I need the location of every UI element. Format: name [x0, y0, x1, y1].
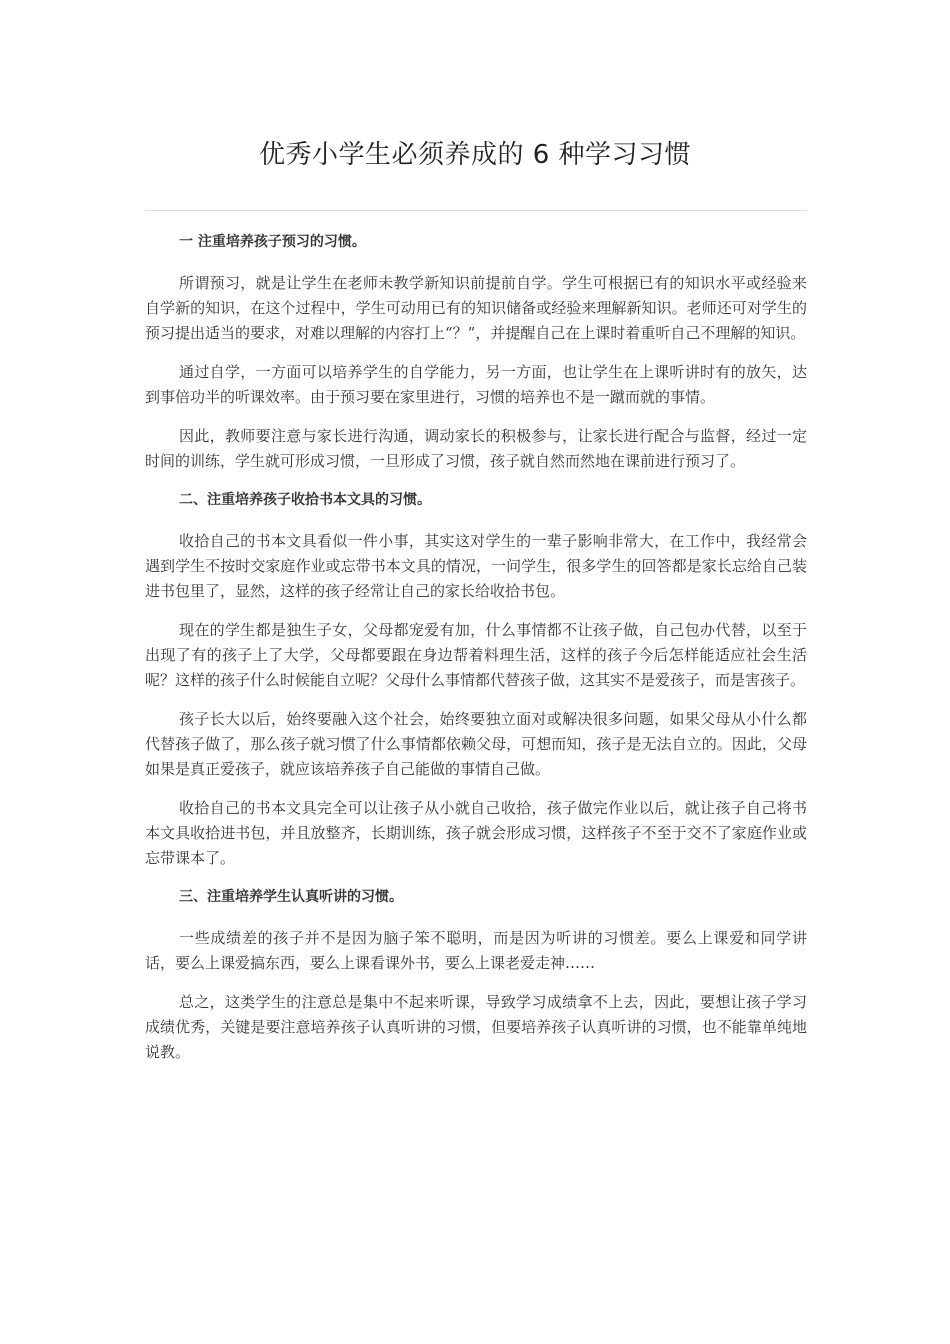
paragraph: 收拾自己的书本文具看似一件小事，其实这对学生的一辈子影响非常大，在工作中，我经常会遇到学生不按时交家庭作业或忘带书本文具的情况，一问学生，很多学生的回答都是家长忘给自己装进书包里了，显然，这样的孩子经常让自己的家长给收拾书包。	[145, 532, 807, 600]
paragraph: 孩子长大以后，始终要融入这个社会，始终要独立面对或解决很多问题，如果父母从小什么都代替孩子做了，那么孩子就习惯了什么事情都依赖父母，可想而知，孩子是无法自立的。因此，父母如果是真正爱孩子，就应该培养孩子自己能做的事情自己做。	[145, 710, 807, 778]
paragraph: 一些成绩差的孩子并不是因为脑子笨不聪明，而是因为听讲的习惯差。要么上课爱和同学讲话，要么上课爱搞东西，要么上课看课外书，要么上课老爱走神……	[145, 929, 807, 972]
paragraph: 现在的学生都是独生子女，父母都宠爱有加，什么事情都不让孩子做，自己包办代替，以至于出现了有的孩子上了大学，父母都要跟在身边帮着料理生活，这样的孩子今后怎样能适应社会生活呢？这样的孩子什么时候能自立呢？父母什么事情都代替孩子做，这其实不是爱孩子，而是害孩子。	[145, 621, 807, 689]
paragraph: 所谓预习，就是让学生在老师未教学新知识前提前自学。学生可根据已有的知识水平或经验来自学新的知识，在这个过程中，学生可动用已有的知识储备或经验来理解新知识。老师还可对学生的预习提出适当的要求，对难以理解的内容打上“？”，并提醒自己在上课时着重听自己不理解的知识。	[145, 274, 807, 342]
paragraph: 通过自学，一方面可以培养学生的自学能力，另一方面，也让学生在上课听讲时有的放矢，达到事倍功半的听课效率。由于预习要在家里进行，习惯的培养也不是一蹴而就的事情。	[145, 363, 807, 406]
document-title: 优秀小学生必须养成的 6 种学习习惯	[258, 140, 692, 170]
section-heading: 三、注重培养学生认真听讲的习惯。	[179, 889, 403, 905]
section-heading: 一 注重培养孩子预习的习惯。	[179, 234, 366, 250]
paragraph: 总之，这类学生的注意总是集中不起来听课，导致学习成绩拿不上去，因此，要想让孩子学习成绩优秀，关键是要注意培养孩子认真听讲的习惯，但要培养孩子认真听讲的习惯，也不能靠单纯地说教。	[145, 993, 807, 1061]
paragraph: 收拾自己的书本文具完全可以让孩子从小就自己收拾，孩子做完作业以后，就让孩子自己将书本文具收拾进书包，并且放整齐，长期训练，孩子就会形成习惯，这样孩子不至于交不了家庭作业或忘带课本了。	[145, 799, 807, 867]
paragraph: 因此，教师要注意与家长进行沟通，调动家长的积极参与，让家长进行配合与监督，经过一定时间的训练，学生就可形成习惯，一旦形成了习惯，孩子就自然而然地在课前进行预习了。	[145, 427, 807, 470]
article-body	[145, 230, 807, 1079]
section-heading: 二、注重培养孩子收拾书本文具的习惯。	[179, 492, 431, 508]
title-divider	[145, 210, 807, 211]
